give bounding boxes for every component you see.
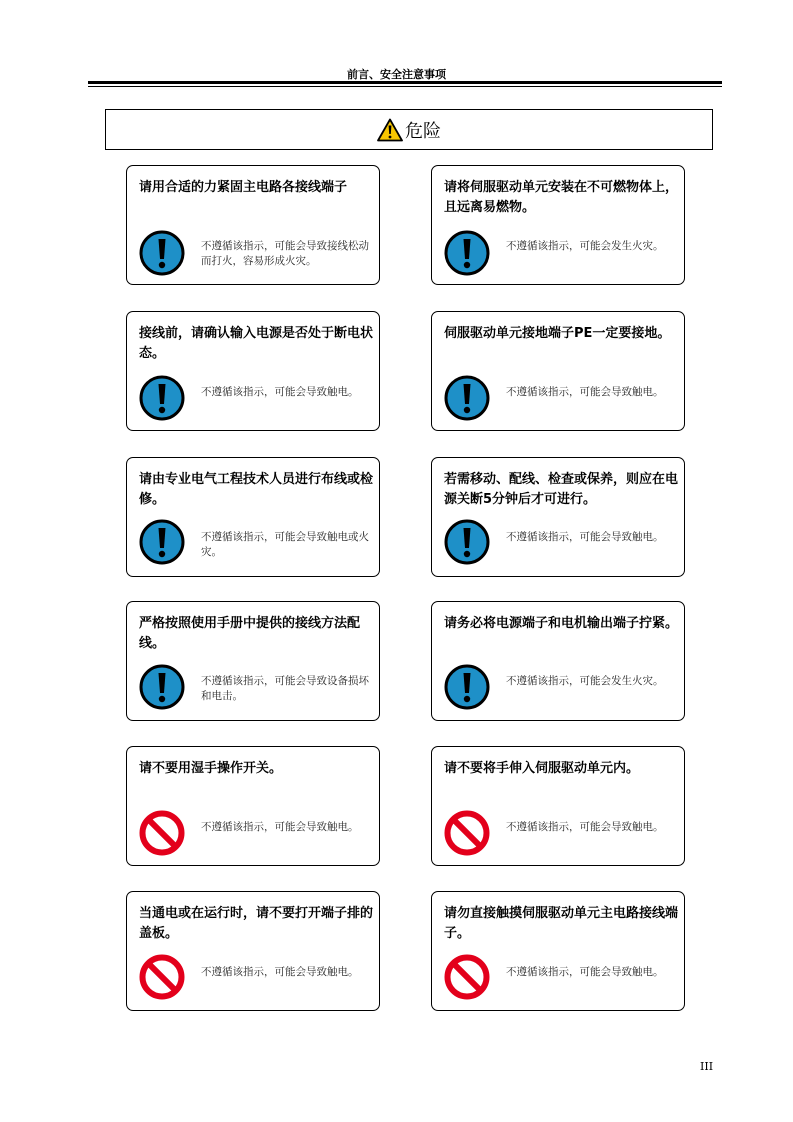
card-text: 不遵循该指示，可能会导致触电。 [506,966,664,978]
mandatory-icon [139,664,185,710]
card-title: 伺服驱动单元接地端子PE一定要接地。 [444,326,671,341]
safety-card [431,891,685,1011]
card-title: 严格按照使用手册中提供的接线方法配线。 [139,616,361,651]
header-rule-thick [88,81,722,84]
safety-card [431,457,685,577]
mandatory-icon [139,375,185,421]
safety-card [431,311,685,431]
card-title: 请将伺服驱动单元安装在不可燃物体上，且远离易燃物。 [444,180,679,215]
mandatory-icon [139,519,185,565]
card-text: 不遵循该指示，可能会发生火灾。 [506,675,664,687]
card-text: 不遵循该指示，可能会导致触电或火灾。 [201,531,369,558]
prohibition-icon [444,810,490,856]
safety-card [126,165,380,285]
card-text: 不遵循该指示，可能会导致触电。 [201,821,359,833]
card-title: 请由专业电气工程技术人员进行布线或检修。 [139,472,374,507]
safety-card [431,746,685,866]
card-title: 接线前，请确认输入电源是否处于断电状态。 [139,326,374,361]
card-title: 请用合适的力紧固主电路各接线端子 [139,180,348,195]
safety-card [126,457,380,577]
prohibition-icon [139,810,185,856]
safety-card [431,165,685,285]
page-header-title: 前言、安全注意事项 [347,68,446,81]
card-title: 请务必将电源端子和电机输出端子拧紧。 [444,616,679,631]
header-rule-thin [88,86,722,87]
card-text: 不遵循该指示，可能会导致触电。 [201,386,359,398]
mandatory-icon [444,664,490,710]
card-text: 不遵循该指示，可能会导致触电。 [201,966,359,978]
safety-card [431,601,685,721]
card-text: 不遵循该指示，可能会导致接线松动而打火，容易形成火灾。 [201,240,369,267]
card-title: 若需移动、配线、检查或保养，则应在电源关断5分钟后才可进行。 [444,472,679,507]
mandatory-icon [444,519,490,565]
card-title: 请不要将手伸入伺服驱动单元内。 [444,761,640,776]
safety-card [126,746,380,866]
warning-triangle-icon [377,118,403,142]
danger-banner [105,109,713,150]
mandatory-icon [444,230,490,276]
card-text: 不遵循该指示，可能会导致设备损坏和电击。 [201,675,369,702]
safety-card [126,891,380,1011]
card-text: 不遵循该指示，可能会导致触电。 [506,821,664,833]
prohibition-icon [444,954,490,1000]
page-number: III [700,1060,714,1073]
safety-card [126,601,380,721]
card-text: 不遵循该指示，可能会导致触电。 [506,531,664,543]
mandatory-icon [444,375,490,421]
danger-banner-title: 危险 [405,120,441,142]
card-title: 请勿直接触摸伺服驱动单元主电路接线端子。 [444,906,679,941]
prohibition-icon [139,954,185,1000]
mandatory-icon [139,230,185,276]
card-text: 不遵循该指示，可能会发生火灾。 [506,240,664,252]
safety-card [126,311,380,431]
card-title: 当通电或在运行时，请不要打开端子排的盖板。 [139,906,374,941]
card-text: 不遵循该指示，可能会导致触电。 [506,386,664,398]
card-title: 请不要用湿手操作开关。 [139,761,283,776]
